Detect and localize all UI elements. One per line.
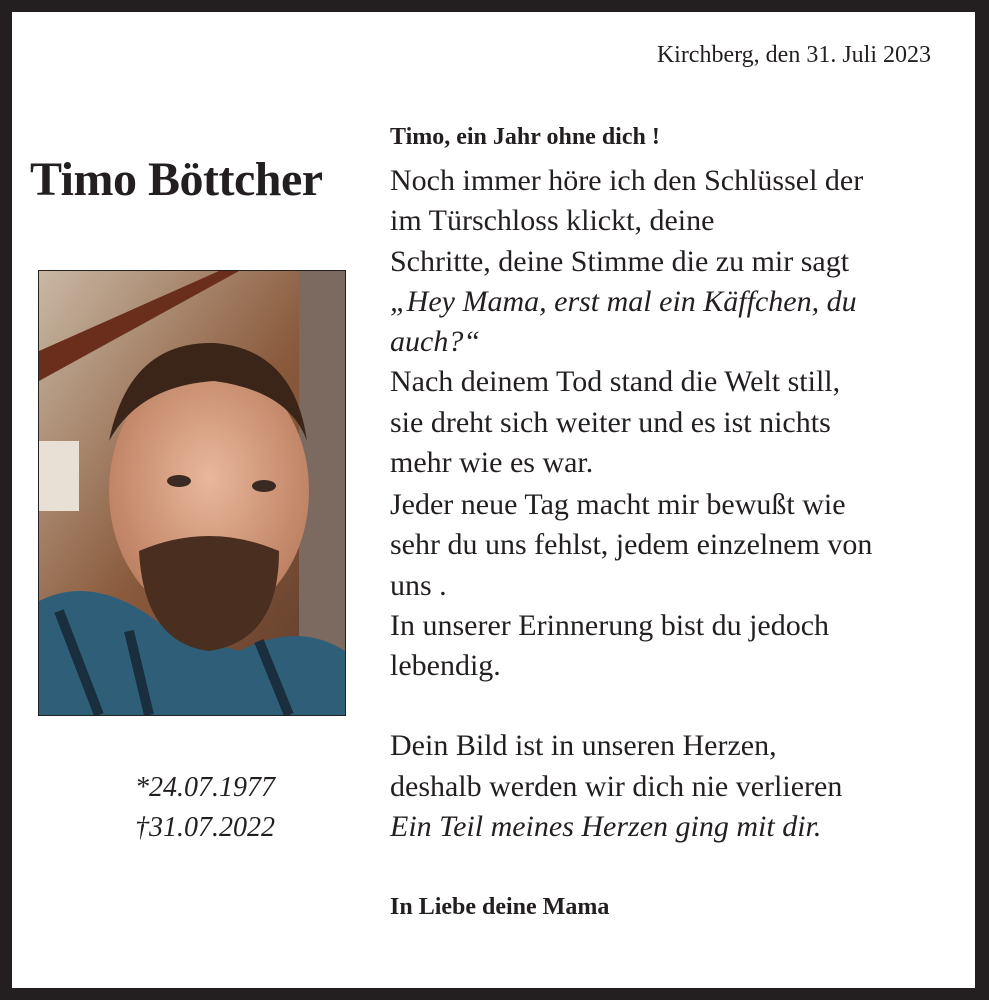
portrait-photo bbox=[38, 270, 346, 716]
place-date: Kirchberg, den 31. Juli 2023 bbox=[656, 42, 931, 68]
poem-line: Ein Teil meines Herzen ging mit dir. bbox=[390, 810, 822, 843]
poem-line: sie dreht sich weiter und es ist nichts bbox=[390, 406, 831, 439]
poem-line: sehr du uns fehlst, jedem einzelnem von bbox=[390, 528, 873, 561]
deceased-name: Timo Böttcher bbox=[30, 153, 323, 206]
birth-date: *24.07.1977 bbox=[135, 772, 275, 803]
poem-line: mehr wie es war. bbox=[390, 446, 594, 479]
poem-line: Schritte, deine Stimme die zu mir sagt bbox=[390, 245, 850, 278]
poem-line: auch?“ bbox=[390, 325, 480, 358]
poem-line: uns . bbox=[390, 569, 447, 602]
poem-line: Jeder neue Tag macht mir bewußt wie bbox=[390, 488, 846, 521]
obituary-notice bbox=[12, 12, 975, 988]
death-date: †31.07.2022 bbox=[135, 812, 275, 843]
poem-line: im Türschloss klickt, deine bbox=[390, 204, 715, 237]
poem-line: lebendig. bbox=[390, 649, 501, 682]
heading: Timo, ein Jahr ohne dich ! bbox=[390, 124, 660, 150]
poem-line: deshalb werden wir dich nie verlieren bbox=[390, 770, 843, 803]
poem-line: In unserer Erinnerung bist du jedoch bbox=[390, 609, 830, 642]
poem-line: Dein Bild ist in unseren Herzen, bbox=[390, 729, 777, 762]
poem-line: „Hey Mama, erst mal ein Käffchen, du bbox=[390, 285, 857, 318]
signature: In Liebe deine Mama bbox=[390, 894, 610, 920]
poem-line: Nach deinem Tod stand die Welt still, bbox=[390, 365, 841, 398]
poem-line: Noch immer höre ich den Schlüssel der bbox=[390, 164, 864, 197]
